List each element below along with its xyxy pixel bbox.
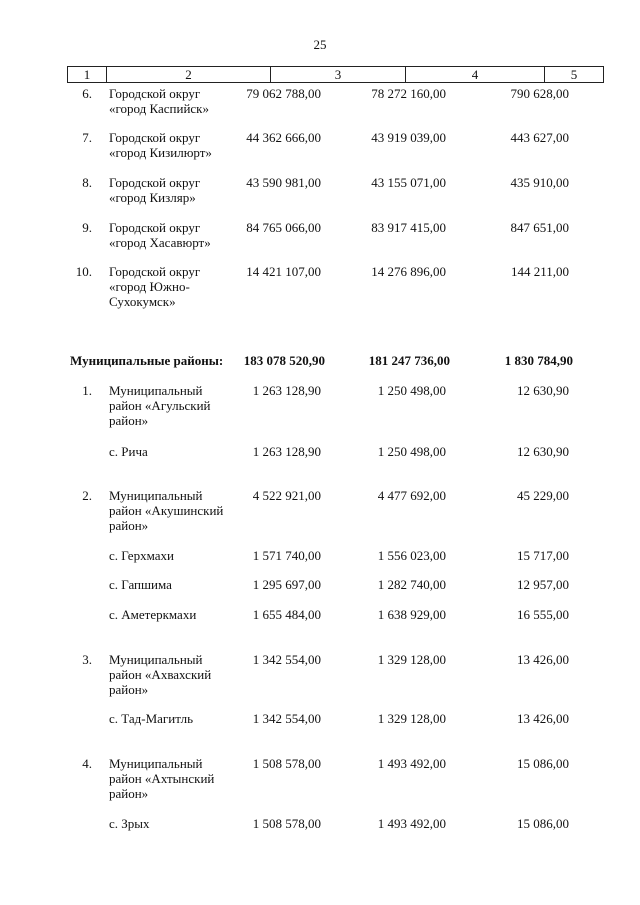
row-number: 7. <box>82 130 92 145</box>
row-col3-value: 1 263 128,90 <box>252 383 321 398</box>
row-number: 6. <box>82 86 92 101</box>
section-col4-total: 181 247 736,00 <box>368 353 450 368</box>
row-col5-value: 16 555,00 <box>517 607 569 622</box>
table-header-row <box>67 66 604 83</box>
row-col4-value: 1 329 128,00 <box>377 652 446 667</box>
row-col4-value: 14 276 896,00 <box>371 264 446 279</box>
row-col3-value: 1 508 578,00 <box>252 816 321 831</box>
row-col4-value: 1 282 740,00 <box>377 577 446 592</box>
header-col-5: 5 <box>544 67 603 82</box>
row-col3-value: 1 263 128,90 <box>252 444 321 459</box>
row-col5-value: 790 628,00 <box>510 86 569 101</box>
row-name: с. Зрых <box>109 816 150 831</box>
row-name: Муниципальный район «Ахтынский район» <box>109 756 215 801</box>
row-col5-value: 144 211,00 <box>510 264 569 279</box>
row-col3-value: 14 421 107,00 <box>246 264 321 279</box>
row-number: 3. <box>82 652 92 667</box>
row-name: с. Тад-Магитль <box>109 711 193 726</box>
header-col-1: 1 <box>83 67 91 82</box>
row-name: Муниципальный район «Агульский район» <box>109 383 211 428</box>
row-col5-value: 15 086,00 <box>517 816 569 831</box>
row-col4-value: 43 155 071,00 <box>371 175 446 190</box>
row-col4-value: 1 329 128,00 <box>377 711 446 726</box>
section-col5-total: 1 830 784,90 <box>504 353 573 368</box>
row-name: Городской округ «город Кизилюрт» <box>109 130 212 160</box>
row-col4-value: 1 493 492,00 <box>377 816 446 831</box>
row-col5-value: 443 627,00 <box>510 130 569 145</box>
section-title: Муниципальные районы: <box>70 353 224 368</box>
row-col3-value: 1 655 484,00 <box>252 607 321 622</box>
row-name: с. Герхмахи <box>109 548 174 563</box>
row-number: 9. <box>82 220 92 235</box>
row-number: 2. <box>82 488 92 503</box>
row-col3-value: 1 571 740,00 <box>252 548 321 563</box>
row-name: Городской округ «город Кизляр» <box>109 175 201 205</box>
row-col5-value: 13 426,00 <box>517 652 569 667</box>
row-number: 4. <box>82 756 92 771</box>
row-col4-value: 43 919 039,00 <box>371 130 446 145</box>
row-name: Городской округ «город Южно- Сухокумск» <box>109 264 201 309</box>
row-col5-value: 12 630,90 <box>517 444 569 459</box>
row-name: с. Рича <box>109 444 148 459</box>
row-col4-value: 1 250 498,00 <box>377 444 446 459</box>
row-col5-value: 847 651,00 <box>510 220 569 235</box>
row-name: Городской округ «город Каспийск» <box>109 86 209 116</box>
header-col-4: 4 <box>405 67 544 82</box>
row-name: Городской округ «город Хасавюрт» <box>109 220 211 250</box>
row-number: 1. <box>82 383 92 398</box>
row-col3-value: 43 590 981,00 <box>246 175 321 190</box>
row-col3-value: 1 295 697,00 <box>252 577 321 592</box>
row-number: 8. <box>82 175 92 190</box>
page-number: 25 <box>313 37 327 52</box>
section-col3-total: 183 078 520,90 <box>243 353 325 368</box>
row-col3-value: 79 062 788,00 <box>246 86 321 101</box>
row-col5-value: 45 229,00 <box>517 488 569 503</box>
row-col5-value: 12 630,90 <box>517 383 569 398</box>
row-col5-value: 12 957,00 <box>517 577 569 592</box>
row-col3-value: 84 765 066,00 <box>246 220 321 235</box>
row-col5-value: 15 717,00 <box>517 548 569 563</box>
row-col3-value: 44 362 666,00 <box>246 130 321 145</box>
header-col-3: 3 <box>270 67 405 82</box>
row-col5-value: 13 426,00 <box>517 711 569 726</box>
row-col4-value: 4 477 692,00 <box>377 488 446 503</box>
row-name: с. Аметеркмахи <box>109 607 197 622</box>
row-col3-value: 1 342 554,00 <box>252 711 321 726</box>
row-name: Муниципальный район «Ахвахский район» <box>109 652 212 697</box>
row-col4-value: 83 917 415,00 <box>371 220 446 235</box>
row-col3-value: 1 508 578,00 <box>252 756 321 771</box>
row-col4-value: 1 493 492,00 <box>377 756 446 771</box>
row-col4-value: 1 250 498,00 <box>377 383 446 398</box>
row-name: Муниципальный район «Акушинский район» <box>109 488 224 533</box>
row-col4-value: 1 638 929,00 <box>377 607 446 622</box>
row-col5-value: 15 086,00 <box>517 756 569 771</box>
row-col3-value: 4 522 921,00 <box>252 488 321 503</box>
row-col4-value: 78 272 160,00 <box>371 86 446 101</box>
row-col5-value: 435 910,00 <box>510 175 569 190</box>
header-col-2: 2 <box>106 67 270 82</box>
row-col3-value: 1 342 554,00 <box>252 652 321 667</box>
row-number: 10. <box>75 264 92 279</box>
row-col4-value: 1 556 023,00 <box>377 548 446 563</box>
row-name: с. Гапшима <box>109 577 172 592</box>
